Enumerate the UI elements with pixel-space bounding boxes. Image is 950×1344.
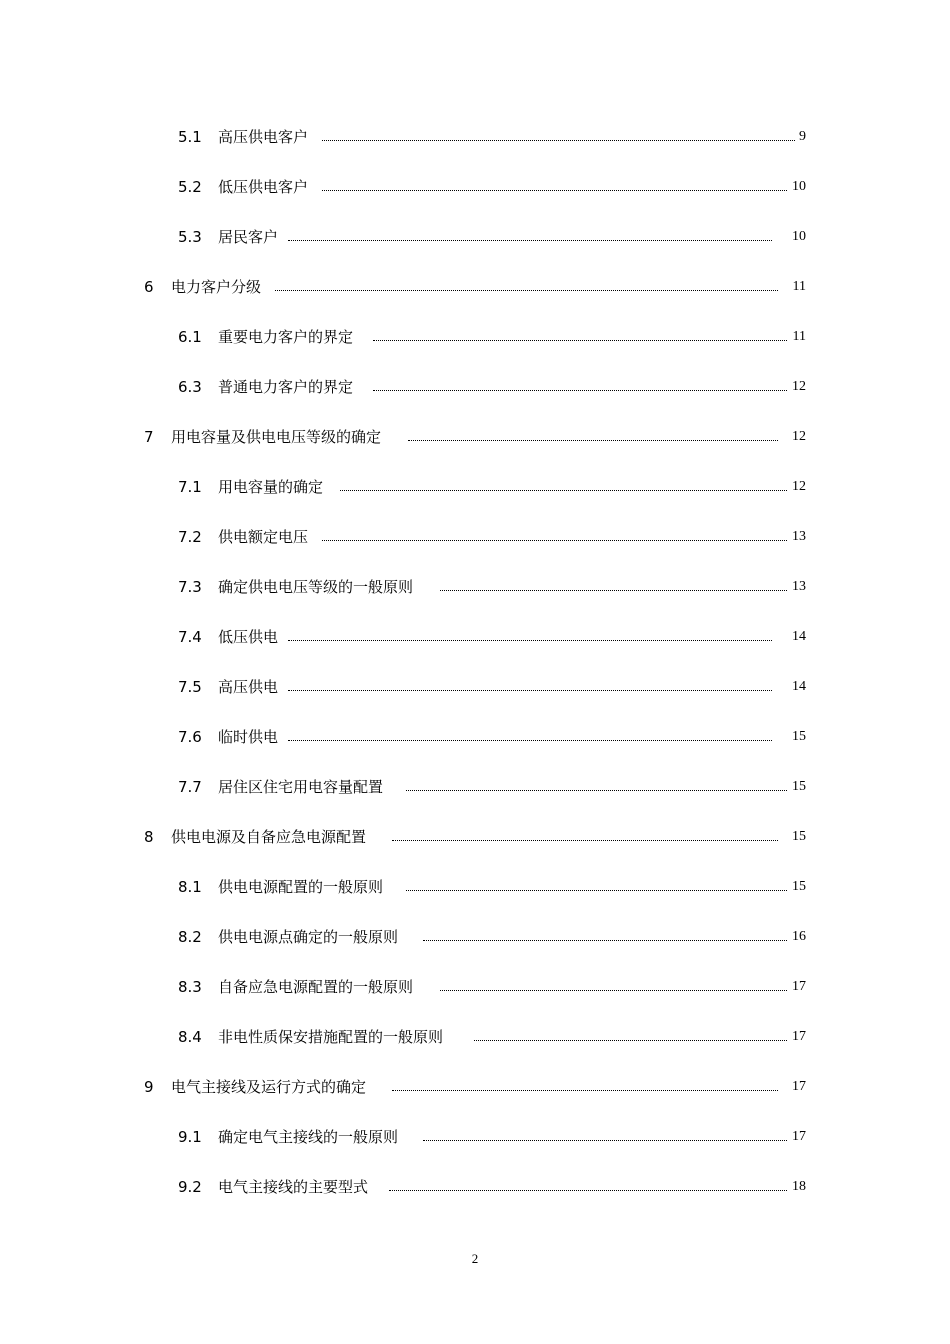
toc-leader-dots <box>340 490 787 491</box>
toc-leader-dots <box>275 290 778 291</box>
toc-entry-7-1[interactable] <box>0 474 950 500</box>
toc-entry-page: 9 <box>799 129 806 144</box>
toc-entry-7-4[interactable] <box>0 624 950 650</box>
toc-entry-title: 居住区住宅用电容量配置 <box>218 774 387 800</box>
toc-entry-9-2[interactable] <box>0 1174 950 1200</box>
toc-entry-number: 6.3 <box>178 378 202 396</box>
toc-entry-page: 12 <box>792 429 806 444</box>
toc-leader-dots <box>288 740 772 741</box>
toc-entry-title: 高压供电客户 <box>218 124 312 150</box>
toc-entry-title: 确定供电电压等级的一般原则 <box>218 574 417 600</box>
toc-entry-5-1[interactable] <box>0 124 950 150</box>
toc-entry-title: 供电电源配置的一般原则 <box>218 874 387 900</box>
toc-entry-7-6[interactable] <box>0 724 950 750</box>
toc-entry-6[interactable] <box>0 274 950 300</box>
toc-entry-page: 14 <box>792 679 806 694</box>
toc-entry-number: 6 <box>144 278 154 296</box>
toc-leader-dots <box>406 890 787 891</box>
toc-entry-page: 17 <box>792 1079 806 1094</box>
toc-entry-6-3[interactable] <box>0 374 950 400</box>
toc-entry-page: 12 <box>792 479 806 494</box>
toc-entry-page: 18 <box>792 1179 806 1194</box>
toc-entry-title: 电气主接线的主要型式 <box>218 1174 372 1200</box>
toc-leader-dots <box>392 1090 778 1091</box>
toc-entry-page: 13 <box>792 529 806 544</box>
toc-entry-title: 用电容量及供电电压等级的确定 <box>171 424 385 450</box>
toc-entry-8-2[interactable] <box>0 924 950 950</box>
toc-leader-dots <box>423 1140 787 1141</box>
toc-leader-dots <box>423 940 787 941</box>
toc-entry-8-1[interactable] <box>0 874 950 900</box>
toc-entry-page: 17 <box>792 979 806 994</box>
toc-entry-title: 重要电力客户的界定 <box>218 324 357 350</box>
toc-entry-page: 12 <box>792 379 806 394</box>
toc-entry-number: 7.6 <box>178 728 202 746</box>
toc-entry-title: 供电电源点确定的一般原则 <box>218 924 402 950</box>
toc-entry-title: 低压供电 <box>218 624 282 650</box>
toc-entry-number: 8.2 <box>178 928 202 946</box>
toc-entry-number: 8.3 <box>178 978 202 996</box>
toc-leader-dots <box>474 1040 787 1041</box>
toc-entry-number: 7.7 <box>178 778 202 796</box>
toc-entry-title: 用电容量的确定 <box>218 474 327 500</box>
toc-entry-8[interactable] <box>0 824 950 850</box>
toc-entry-title: 居民客户 <box>218 224 282 250</box>
toc-entry-page: 15 <box>792 779 806 794</box>
toc-entry-number: 9 <box>144 1078 154 1096</box>
toc-entry-title: 高压供电 <box>218 674 282 700</box>
toc-entry-title: 普通电力客户的界定 <box>218 374 357 400</box>
toc-entry-page: 11 <box>792 279 806 294</box>
toc-leader-dots <box>322 540 787 541</box>
toc-entry-title: 确定电气主接线的一般原则 <box>218 1124 402 1150</box>
toc-entry-title: 临时供电 <box>218 724 282 750</box>
toc-entry-title: 自备应急电源配置的一般原则 <box>218 974 417 1000</box>
toc-entry-title: 供电电源及自备应急电源配置 <box>171 824 370 850</box>
toc-entry-title: 低压供电客户 <box>218 174 312 200</box>
toc-entry-8-3[interactable] <box>0 974 950 1000</box>
toc-entry-7-3[interactable] <box>0 574 950 600</box>
toc-entry-number: 7.4 <box>178 628 202 646</box>
toc-entry-6-1[interactable] <box>0 324 950 350</box>
toc-leader-dots <box>440 990 787 991</box>
toc-entry-9[interactable] <box>0 1074 950 1100</box>
toc-entry-5-2[interactable] <box>0 174 950 200</box>
toc-entry-number: 8.1 <box>178 878 202 896</box>
toc-entry-title: 电气主接线及运行方式的确定 <box>171 1074 370 1100</box>
toc-leader-dots <box>288 640 772 641</box>
toc-leader-dots <box>373 390 787 391</box>
toc-entry-9-1[interactable] <box>0 1124 950 1150</box>
toc-entry-8-4[interactable] <box>0 1024 950 1050</box>
toc-entry-7-7[interactable] <box>0 774 950 800</box>
toc-entry-number: 9.1 <box>178 1128 202 1146</box>
toc-leader-dots <box>392 840 778 841</box>
toc-entry-page: 15 <box>792 729 806 744</box>
toc-entry-number: 8 <box>144 828 154 846</box>
toc-entry-title: 非电性质保安措施配置的一般原则 <box>218 1024 447 1050</box>
toc-leader-dots <box>440 590 787 591</box>
toc-entry-title: 电力客户分级 <box>171 274 265 300</box>
toc-entry-page: 10 <box>792 229 806 244</box>
toc-entry-page: 15 <box>792 879 806 894</box>
toc-entry-page: 14 <box>792 629 806 644</box>
toc-entry-number: 6.1 <box>178 328 202 346</box>
toc-entry-number: 7.1 <box>178 478 202 496</box>
toc-entry-number: 7.2 <box>178 528 202 546</box>
toc-entry-7-5[interactable] <box>0 674 950 700</box>
toc-leader-dots <box>389 1190 787 1191</box>
toc-entry-number: 8.4 <box>178 1028 202 1046</box>
toc-leader-dots <box>373 340 787 341</box>
toc-entry-5-3[interactable] <box>0 224 950 250</box>
toc-leader-dots <box>322 140 795 141</box>
toc-leader-dots <box>406 790 787 791</box>
toc-entry-page: 15 <box>792 829 806 844</box>
toc-entry-number: 9.2 <box>178 1178 202 1196</box>
toc-leader-dots <box>288 690 772 691</box>
toc-entry-7[interactable] <box>0 424 950 450</box>
toc-entry-number: 7 <box>144 428 154 446</box>
toc-entry-page: 16 <box>792 929 806 944</box>
toc-entry-title: 供电额定电压 <box>218 524 312 550</box>
page-number: 2 <box>471 1251 479 1266</box>
toc-leader-dots <box>288 240 772 241</box>
toc-entry-page: 17 <box>792 1029 806 1044</box>
toc-entry-number: 7.3 <box>178 578 202 596</box>
toc-entry-number: 5.1 <box>178 128 202 146</box>
toc-entry-number: 5.3 <box>178 228 202 246</box>
toc-entry-7-2[interactable] <box>0 524 950 550</box>
toc-leader-dots <box>408 440 778 441</box>
toc-entry-page: 11 <box>792 329 806 344</box>
toc-entry-number: 5.2 <box>178 178 202 196</box>
toc-entry-page: 13 <box>792 579 806 594</box>
toc-leader-dots <box>322 190 787 191</box>
toc-entry-number: 7.5 <box>178 678 202 696</box>
toc-entry-page: 17 <box>792 1129 806 1144</box>
toc-entry-page: 10 <box>792 179 806 194</box>
